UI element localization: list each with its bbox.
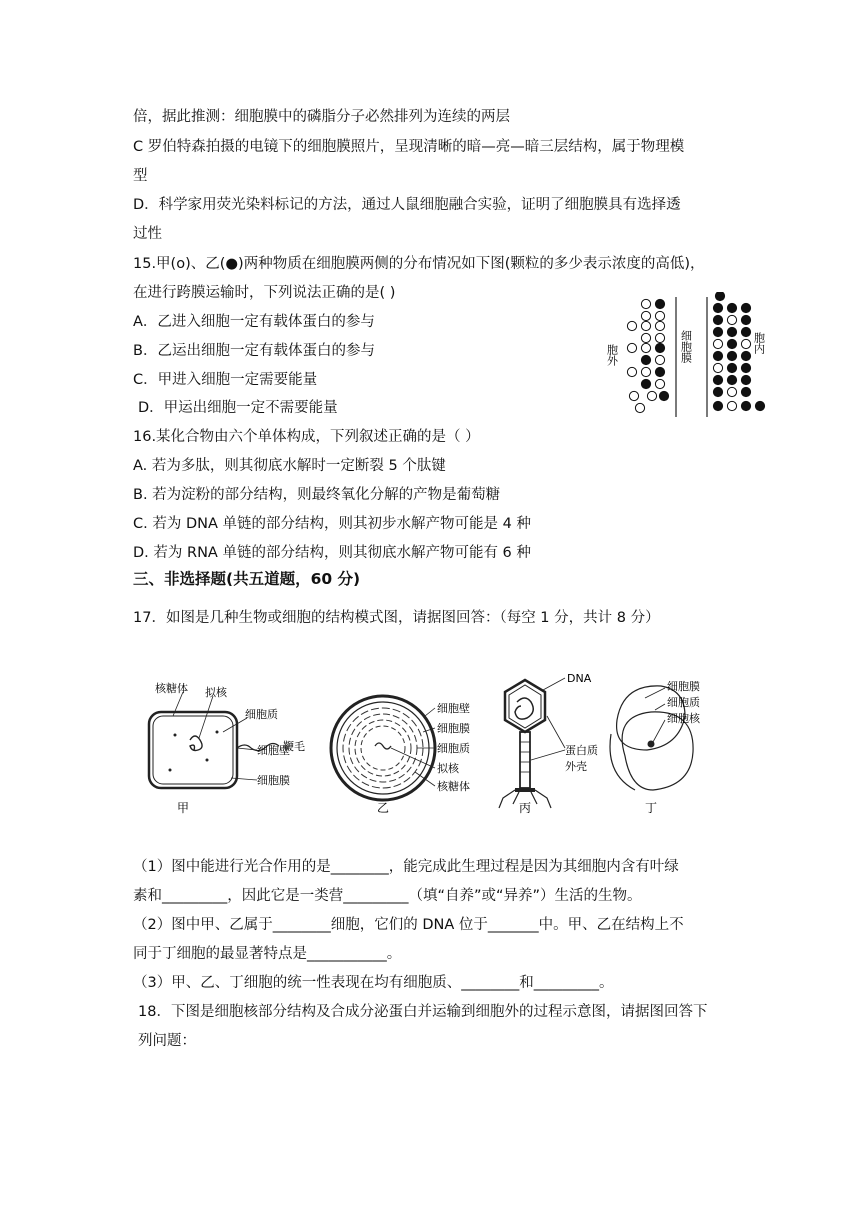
- particle-yi: [713, 375, 722, 384]
- particle-yi: [741, 363, 750, 372]
- jia-label-ribosome: 核糖体: [155, 682, 188, 695]
- particle-yi: [713, 401, 722, 410]
- bing-head: [505, 680, 545, 732]
- text-q15-stem-cont: 在进行跨膜运输时，下列说法正确的是( ): [133, 285, 396, 301]
- particle-yi: [727, 351, 736, 360]
- bing-label-coat: 外壳: [565, 760, 587, 773]
- yi-label-ribosome: 核糖体: [437, 780, 470, 793]
- particle-yi: [713, 327, 722, 336]
- jia-ribosome: [174, 734, 177, 737]
- particle-jia: [727, 315, 736, 324]
- text-q17-2-cont: 同于丁细胞的最显著特点是___________。: [133, 946, 402, 962]
- membrane-distribution-figure: [604, 292, 779, 422]
- yi-label-nucleoid: 拟核: [437, 762, 459, 775]
- bing-label-dna: DNA: [567, 672, 592, 685]
- particle-jia: [641, 321, 650, 330]
- bing-head-inner: [509, 685, 541, 728]
- text-q16-c: C. 若为 DNA 单链的部分结构，则其初步水解产物可能是 4 种: [133, 516, 531, 532]
- yi-nucleoid: [375, 743, 391, 749]
- text-q17-3: （3）甲、乙、丁细胞的统一性表现在均有细胞质、________和_________。: [133, 975, 614, 991]
- text-q14-d-cont: 过性: [133, 226, 162, 242]
- particle-jia: [627, 321, 636, 330]
- particle-jia: [635, 403, 644, 412]
- particle-yi: [713, 303, 722, 312]
- particle-yi: [727, 327, 736, 336]
- text-q17-1-cont: 素和_________，因此它是一类营_________（填“自养”或“异养”）生活的生物。: [133, 888, 642, 904]
- jia-ribosome: [206, 759, 209, 762]
- particle-yi: [655, 367, 664, 376]
- particle-yi: [713, 315, 722, 324]
- particle-jia: [647, 391, 656, 400]
- yi-label-cytoplasm: 细胞质: [437, 742, 470, 755]
- yi-lamella: [361, 726, 405, 770]
- bing-baseplate: [515, 788, 535, 792]
- svg-text:胞外: 胞外: [605, 344, 619, 366]
- jia-label-nucleoid: 拟核: [205, 686, 227, 699]
- particle-yi: [659, 391, 668, 400]
- particle-yi: [713, 351, 722, 360]
- particle-jia: [713, 339, 722, 348]
- particle-jia: [627, 367, 636, 376]
- particle-jia: [727, 387, 736, 396]
- jia-nucleoid: [190, 736, 202, 751]
- particle-jia: [641, 343, 650, 352]
- yi-lamella: [355, 720, 411, 776]
- particle-yi: [727, 363, 736, 372]
- particle-yi: [741, 327, 750, 336]
- particle-jia: [641, 367, 650, 376]
- particle-jia: [741, 339, 750, 348]
- particle-jia: [629, 391, 638, 400]
- particle-yi: [655, 343, 664, 352]
- particle-jia: [655, 355, 664, 364]
- particle-jia: [641, 333, 650, 342]
- text-q17-2: （2）图中甲、乙属于________细胞，它们的 DNA 位于_______中。甲、乙在结构上不: [133, 917, 684, 933]
- particle-yi: [641, 379, 650, 388]
- yi-label-cell-membrane: 细胞膜: [437, 722, 470, 735]
- text-q15-c: C．甲进入细胞一定需要能量: [133, 372, 318, 388]
- particle-yi: [727, 339, 736, 348]
- particle-jia: [655, 379, 664, 388]
- jia-ribosome: [216, 731, 219, 734]
- particle-yi: [641, 355, 650, 364]
- particle-yi: [727, 375, 736, 384]
- outside-label: [606, 344, 619, 367]
- particle-jia: [655, 333, 664, 342]
- ding-label-nucleus: 细胞核: [667, 712, 700, 725]
- figure-bing: [499, 672, 598, 815]
- yi-lamella: [349, 714, 417, 782]
- particle-yi: [755, 401, 764, 410]
- particle-jia: [627, 343, 636, 352]
- ding-label-cytoplasm: 细胞质: [667, 696, 700, 709]
- jia-name: 甲: [177, 801, 190, 815]
- inside-label: 胞内: [752, 332, 766, 354]
- text-q16-a: A. 若为多肽，则其彻底水解时一定断裂 5 个肽键: [133, 458, 446, 474]
- particle-yi: [741, 401, 750, 410]
- text-q16-stem: 16.某化合物由六个单体构成，下列叙述正确的是（ ）: [133, 429, 480, 445]
- outside-particles: [627, 299, 668, 412]
- membrane-label: 细胞膜: [679, 330, 693, 363]
- jia-label-cytoplasm: 细胞质: [245, 708, 278, 721]
- yi-cell-membrane: [337, 702, 429, 794]
- text-q14-c: C 罗伯特森拍摄的电镜下的细胞膜照片，呈现清晰的暗—亮—暗三层结构，属于物理模: [133, 139, 685, 155]
- particle-yi: [741, 387, 750, 396]
- bing-tail: [520, 732, 530, 788]
- particle-yi: [741, 351, 750, 360]
- particle-yi: [741, 375, 750, 384]
- text-q18-stem: 18．下图是细胞核部分结构及合成分泌蛋白并运输到细胞外的过程示意图，请据图回答下: [138, 1004, 708, 1020]
- bing-label-protein: 蛋白质: [565, 744, 598, 757]
- ding-name: 丁: [645, 801, 658, 815]
- particle-jia: [655, 311, 664, 320]
- particle-jia: [655, 321, 664, 330]
- text-q18-stem-cont: 列问题：: [138, 1033, 196, 1049]
- text-q15-a: A．乙进入细胞一定有载体蛋白的参与: [133, 314, 375, 330]
- particle-yi: [715, 292, 724, 301]
- particle-jia: [641, 311, 650, 320]
- particle-yi: [741, 315, 750, 324]
- jia-label-flagellum: 鞭毛: [283, 740, 305, 753]
- particle-yi: [727, 303, 736, 312]
- ding-label-cell-membrane: 细胞膜: [667, 680, 700, 693]
- jia-ribosome: [169, 769, 172, 772]
- particle-jia: [641, 299, 650, 308]
- text-q14-c-cont: 型: [133, 168, 148, 184]
- figure-ding: [610, 679, 701, 815]
- jia-label-cell-membrane: 细胞膜: [257, 774, 290, 787]
- figure-jia: [149, 681, 305, 815]
- text-q17-1: （1）图中能进行光合作用的是________，能完成此生理过程是因为其细胞内含有叶绿: [133, 859, 679, 875]
- yi-name: 乙: [377, 801, 390, 815]
- jia-label-cell-wall: 细胞壁: [257, 744, 290, 757]
- text-q15-b: B．乙运出细胞一定有载体蛋白的参与: [133, 343, 375, 359]
- cell-structure-figure: [145, 660, 735, 820]
- particle-yi: [655, 299, 664, 308]
- particle-yi: [741, 303, 750, 312]
- text-q14-d: D．科学家用荧光染料标记的方法，通过人鼠细胞融合实验，证明了细胞膜具有选择透: [133, 197, 681, 213]
- bing-name: 丙: [519, 801, 532, 815]
- figure-yi: [331, 696, 470, 815]
- text-q15-stem: 15.甲(o)、乙(●)两种物质在细胞膜两侧的分布情况如下图(颗粒的多少表示浓度的高低)，: [133, 256, 705, 272]
- particle-jia: [727, 401, 736, 410]
- text-q17-stem: 17．如图是几种生物或细胞的结构模式图，请据图回答：（每空 1 分，共计 8 分）: [133, 610, 660, 626]
- section-heading: 三、非选择题(共五道题，60 分): [133, 570, 361, 588]
- text-q16-d: D. 若为 RNA 单链的部分结构，则其彻底水解产物可能有 6 种: [133, 545, 531, 561]
- particle-jia: [713, 363, 722, 372]
- text-q14-b-cont: 倍，据此推测：细胞膜中的磷脂分子必然排列为连续的两层: [133, 109, 510, 125]
- particle-yi: [713, 387, 722, 396]
- bing-dna: [515, 698, 533, 719]
- yi-label-cell-wall: 细胞壁: [437, 702, 470, 715]
- text-q16-b: B. 若为淀粉的部分结构，则最终氧化分解的产物是葡萄糖: [133, 487, 501, 503]
- text-q15-d: D．甲运出细胞一定不需要能量: [138, 400, 338, 416]
